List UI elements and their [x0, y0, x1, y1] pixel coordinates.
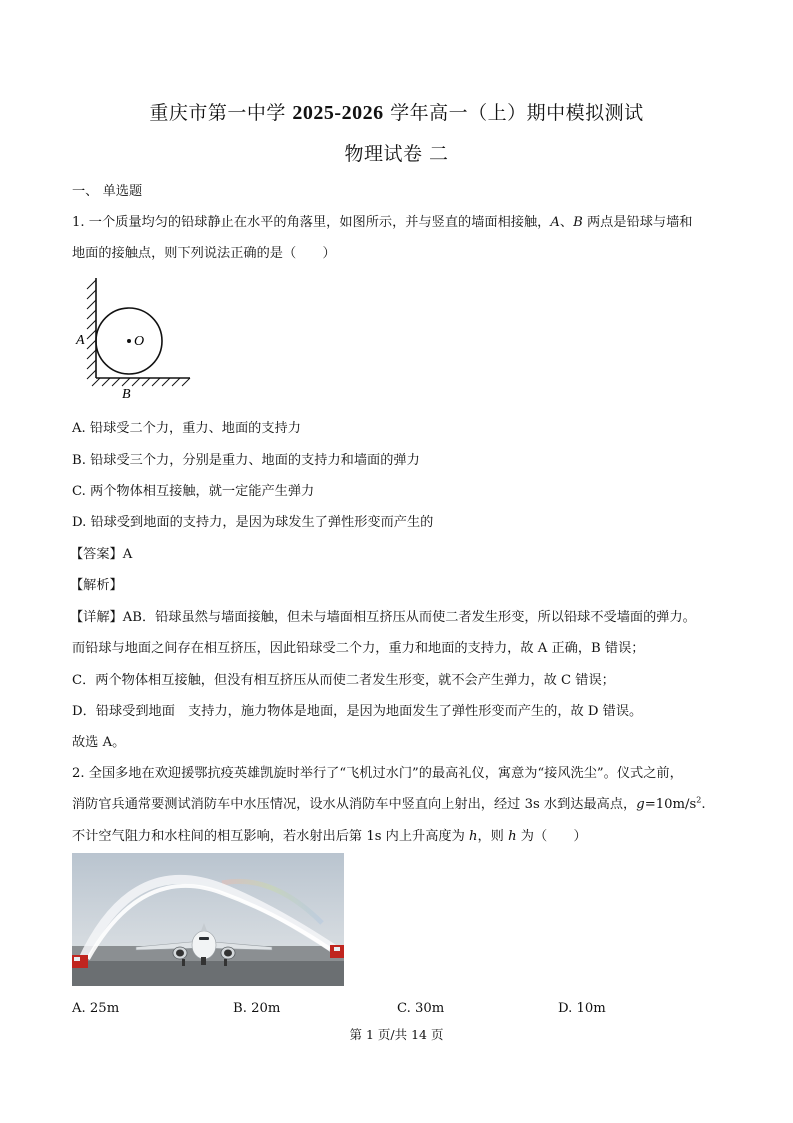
exam-title	[0, 98, 793, 125]
q2-stem-text-3: 不计空气阻力和水柱间的相互影响，若水射出后第 1s 内上升高度为	[72, 829, 469, 844]
q1-explanation-line3: C．两个物体相互接触，但没有相互挤压从而使二者发生形变，就不会产生弹力，故 C 错误；	[72, 673, 615, 688]
center-label-o: O	[134, 334, 145, 349]
title-suffix: 学年高一（上）期中模拟测试	[383, 102, 644, 124]
q2-symbol-g: g	[636, 797, 645, 812]
q2-gravity-value: =10m/s	[644, 797, 697, 812]
q2-symbol-h: h	[468, 829, 478, 844]
floor-hatching	[92, 378, 190, 386]
q1-analysis-label: 【解析】	[70, 578, 123, 593]
exam-subtitle: 物理试卷 二	[344, 143, 449, 165]
q1-explanation-line1: 【详解】AB．铅球虽然与墙面接触，但未与墙面相互挤压从而使二者发生形变，所以铅球不受墙面的弹力。	[70, 610, 696, 625]
q1-stem-line1	[72, 211, 692, 230]
fire-truck-right	[330, 945, 344, 958]
water-salute-photo	[72, 853, 344, 986]
q1-option-d: D. 铅球受到地面的支持力，是因为球发生了弹性形变而产生的	[72, 515, 434, 530]
q1-stem-text: 1. 一个质量均匀的铅球静止在水平的角落里，如图所示，并与竖直的墙面相接触，	[72, 215, 551, 230]
q2-stem-text-5: 为（ ）	[516, 829, 587, 844]
point-label-b: B	[122, 387, 131, 402]
q2-option-d: D. 10m	[558, 1001, 606, 1016]
runway-foreground	[72, 961, 344, 986]
q1-option-b: B. 铅球受三个力，分别是重力、地面的支持力和墙面的弹力	[72, 453, 420, 468]
q2-period: .	[701, 797, 706, 812]
wall-hatching	[87, 280, 96, 379]
section-heading: 一、 单选题	[72, 184, 143, 199]
q2-unit-exponent: 2	[696, 795, 702, 805]
q1-explanation-line5: 故选 A。	[72, 735, 126, 750]
q2-stem-text-4: ，则	[477, 829, 509, 844]
point-label-a: A	[76, 333, 85, 348]
q1-option-c: C. 两个物体相互接触，就一定能产生弹力	[72, 484, 315, 499]
q2-stem-text: 消防官兵通常要测试消防车中水压情况，设水从消防车中竖直向上射出，经过 3s 水到达最高点，	[72, 797, 637, 812]
q1-option-a: A. 铅球受二个力，重力、地面的支持力	[72, 421, 301, 436]
q2-stem-line3	[72, 825, 587, 844]
title-prefix: 重庆市第一中学	[149, 102, 293, 124]
q1-answer: 【答案】A	[70, 547, 133, 562]
q2-option-a: A. 25m	[72, 1001, 120, 1016]
q2-stem-line1: 2. 全国多地在欢迎援鄂抗疫英雄凯旋时举行了“飞机过水门”的最高礼仪，寓意为“接风洗尘”。仪式之前，	[72, 766, 683, 781]
q1-stem-text-tail: 两点是铅球与墙和	[582, 215, 693, 230]
q1-point-a: A	[550, 215, 560, 230]
q2-option-b: B. 20m	[233, 1001, 281, 1016]
q2-stem-line2	[72, 793, 706, 812]
q1-explanation-line2: 而铅球与地面之间存在相互挤压，因此铅球受二个力，重力和地面的支持力，故 A 正确，B 错误；	[72, 641, 645, 656]
q1-explanation-line4: D．铅球受到地面 支持力，施力物体是地面，是因为地面发生了弹性形变而产生的，故 D 错误。	[72, 704, 643, 719]
fire-truck-left	[72, 955, 88, 968]
ball-center-dot	[127, 339, 131, 343]
page-footer: 第 1 页/共 14 页	[349, 1027, 444, 1042]
q1-stem-line2: 地面的接触点，则下列说法正确的是（ ）	[72, 246, 336, 261]
ball-in-corner-figure	[70, 274, 200, 402]
q1-point-b: B	[573, 215, 583, 230]
title-years: 2025-2026	[292, 102, 384, 124]
q2-option-c: C. 30m	[397, 1001, 445, 1016]
q2-symbol-h-2: h	[508, 829, 517, 844]
q1-separator: 、	[559, 215, 574, 230]
